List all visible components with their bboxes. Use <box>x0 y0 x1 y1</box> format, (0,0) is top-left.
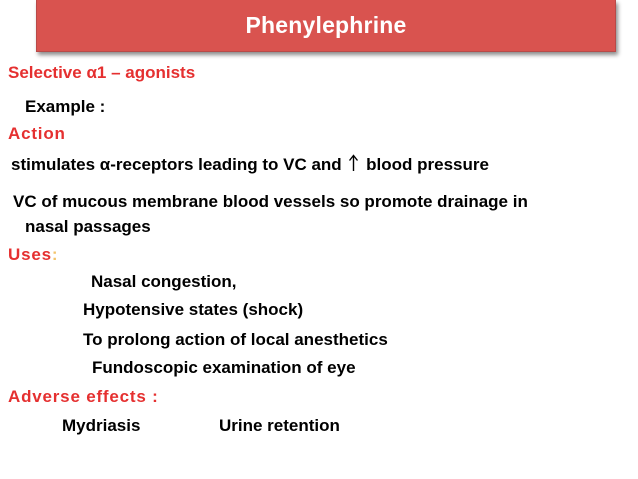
action-line-2b: nasal passages <box>25 217 151 236</box>
adverse-heading: Adverse effects : <box>8 387 159 406</box>
use-item-3: To prolong action of local anesthetics <box>83 330 388 349</box>
use-item-4: Fundoscopic examination of eye <box>92 358 356 377</box>
action-line-2a: VC of mucous membrane blood vessels so promote drainage in <box>13 192 528 211</box>
subtitle: Selective α1 – agonists <box>8 63 196 82</box>
adverse-item-2: Urine retention <box>219 416 340 435</box>
page-title: Phenylephrine <box>245 12 407 38</box>
action-heading: Action <box>8 124 66 143</box>
uses-heading-text: Uses <box>8 245 52 264</box>
action-line-1 <box>11 154 489 177</box>
up-arrow-icon <box>348 154 359 177</box>
uses-heading <box>8 245 58 265</box>
action-line-1-text-b: blood pressure <box>366 155 489 174</box>
use-item-1: Nasal congestion, <box>91 272 237 291</box>
uses-heading-colon: : <box>51 245 59 264</box>
use-item-2: Hypotensive states (shock) <box>83 300 304 319</box>
title-banner <box>36 0 616 52</box>
action-line-1-text-a: stimulates α-receptors leading to VC and <box>11 155 342 174</box>
adverse-item-1: Mydriasis <box>62 416 141 435</box>
example-label: Example : <box>25 97 106 116</box>
